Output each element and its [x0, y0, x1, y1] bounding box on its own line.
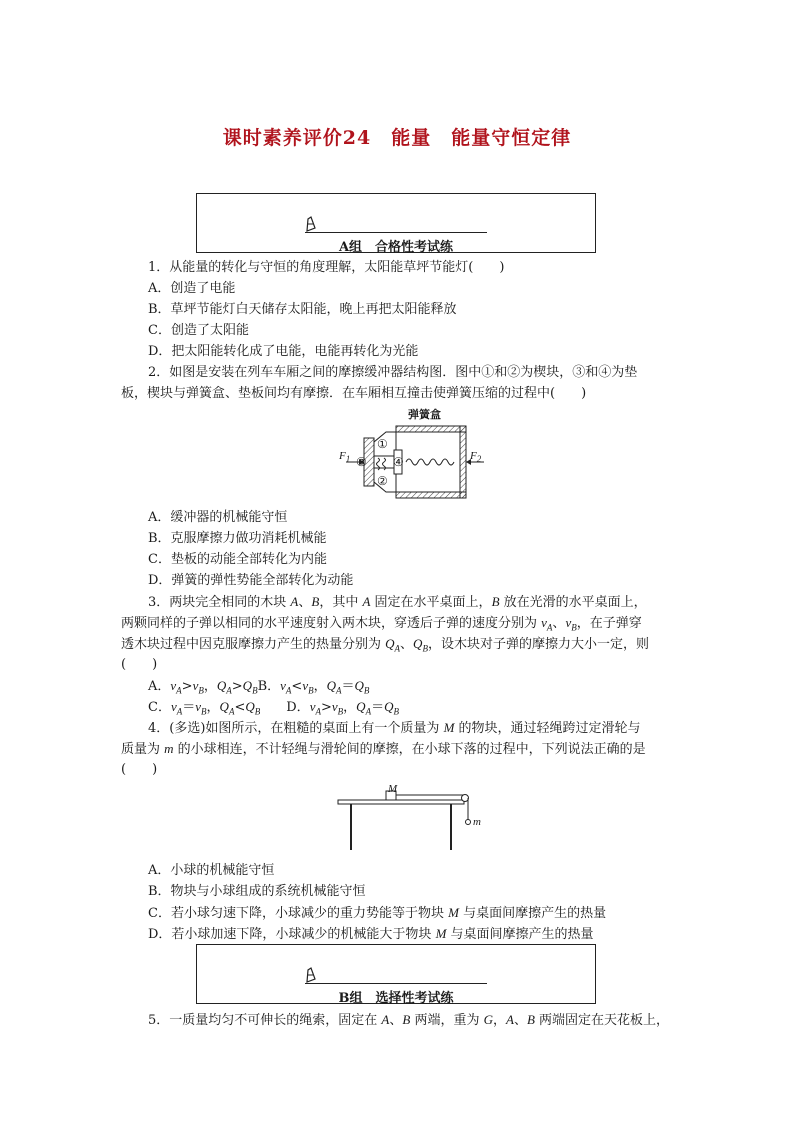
q4-option-d: D．若小球加速下降，小球减少的机械能大于物块 M 与桌面间摩擦产生的热量	[148, 926, 594, 942]
q2-option-a: A．缓冲器的机械能守恒	[148, 510, 288, 525]
q2-stem-line2: 板，楔块与弹簧盒、垫板间均有摩擦．在车厢相互撞击使弹簧压缩的过程中( )	[121, 386, 587, 401]
q4-option-a: A．小球的机械能守恒	[148, 863, 275, 878]
block-mass-label: M	[388, 783, 398, 795]
q1-option-c: C．创造了太阳能	[148, 323, 249, 338]
page-title: 课时素养评价24 能量 能量守恒定律	[222, 127, 572, 149]
pen-icon	[305, 967, 317, 983]
q1-option-d: D．把太阳能转化成了电能，电能再转化为光能	[148, 344, 419, 359]
q3-stem-line1: 3．两块完全相同的木块 A、B，其中 A 固定在水平桌面上，B 放在光滑的水平桌面上，	[148, 594, 647, 610]
group-b-label: B组 选择性考试练	[338, 991, 454, 1006]
table-pulley-diagram	[334, 782, 494, 854]
group-a-banner	[196, 193, 596, 253]
plate-3-marker: ③	[356, 455, 367, 469]
q1-stem: 1．从能量的转化与守恒的角度理解，太阳能草坪节能灯( )	[148, 260, 505, 275]
q3-stem-line2: 两颗同样的子弹以相同的水平速度射入两木块，穿透后子弹的速度分别为 $v_A$、$v_B$，在子弹穿	[121, 615, 642, 633]
q4-stem-line1: 4．(多选)如图所示，在粗糙的桌面上有一个质量为 M 的物块，通过轻绳跨过定滑轮与	[148, 720, 641, 736]
q2-stem-line1: 2．如图是安装在列车车厢之间的摩擦缓冲器结构图．图中①和②为楔块，③和④为垫	[148, 365, 638, 380]
wedge-2-marker: ②	[377, 474, 388, 488]
plate-4-marker: ④	[393, 455, 404, 469]
group-b-banner	[196, 944, 596, 1004]
q4-stem-line2: 质量为 m 的小球相连，不计轻绳与滑轮间的摩擦，在小球下落的过程中，下列说法正确的是	[121, 741, 646, 757]
q1-option-b: B．草坪节能灯白天储存太阳能，晚上再把太阳能释放	[148, 302, 457, 317]
wedge-1-marker: ①	[377, 437, 388, 451]
q3-stem-line3: 透木块过程中因克服摩擦力产生的热量分别为 $Q_A$、$Q_B$，设木块对子弹的摩擦力大小一定，则	[121, 636, 649, 654]
force-f2-label: $F_2$	[470, 450, 482, 465]
group-a-label: A组 合格性考试练	[338, 240, 454, 255]
ball-mass-label: m	[473, 816, 481, 828]
q2-option-b: B．克服摩擦力做功消耗机械能	[148, 531, 327, 546]
banner-rule	[305, 232, 487, 233]
q3-answer-paren: ( )	[121, 657, 158, 672]
q5-stem-line1: 5．一质量均匀不可伸长的绳索，固定在 A、B 两端，重为 G，A、B 两端固定在天花板上，	[148, 1012, 670, 1028]
q1-option-a: A．创造了电能	[148, 281, 236, 296]
q4-answer-paren: ( )	[121, 762, 158, 777]
spring-box-label: 弹簧盒	[408, 408, 441, 421]
q3-options-cd: C．$v_A=v_B$，$Q_A<Q_B$ D．$v_A>v_B$，$Q_A=Q_B$	[148, 699, 399, 717]
q2-option-c: C．垫板的动能全部转化为内能	[148, 552, 327, 567]
pen-icon	[305, 216, 317, 232]
q3-options-ab: A．$v_A>v_B$，$Q_A>Q_BB$．$v_A<v_B$，$Q_A=Q_B$	[148, 678, 370, 696]
q4-option-b: B．物块与小球组成的系统机械能守恒	[148, 884, 366, 899]
q2-option-d: D．弹簧的弹性势能全部转化为动能	[148, 573, 354, 588]
force-f1-label: $F_1$	[339, 450, 351, 465]
q4-option-c: C．若小球匀速下降，小球减少的重力势能等于物块 M 与桌面间摩擦产生的热量	[148, 905, 607, 921]
banner-rule	[305, 983, 487, 984]
